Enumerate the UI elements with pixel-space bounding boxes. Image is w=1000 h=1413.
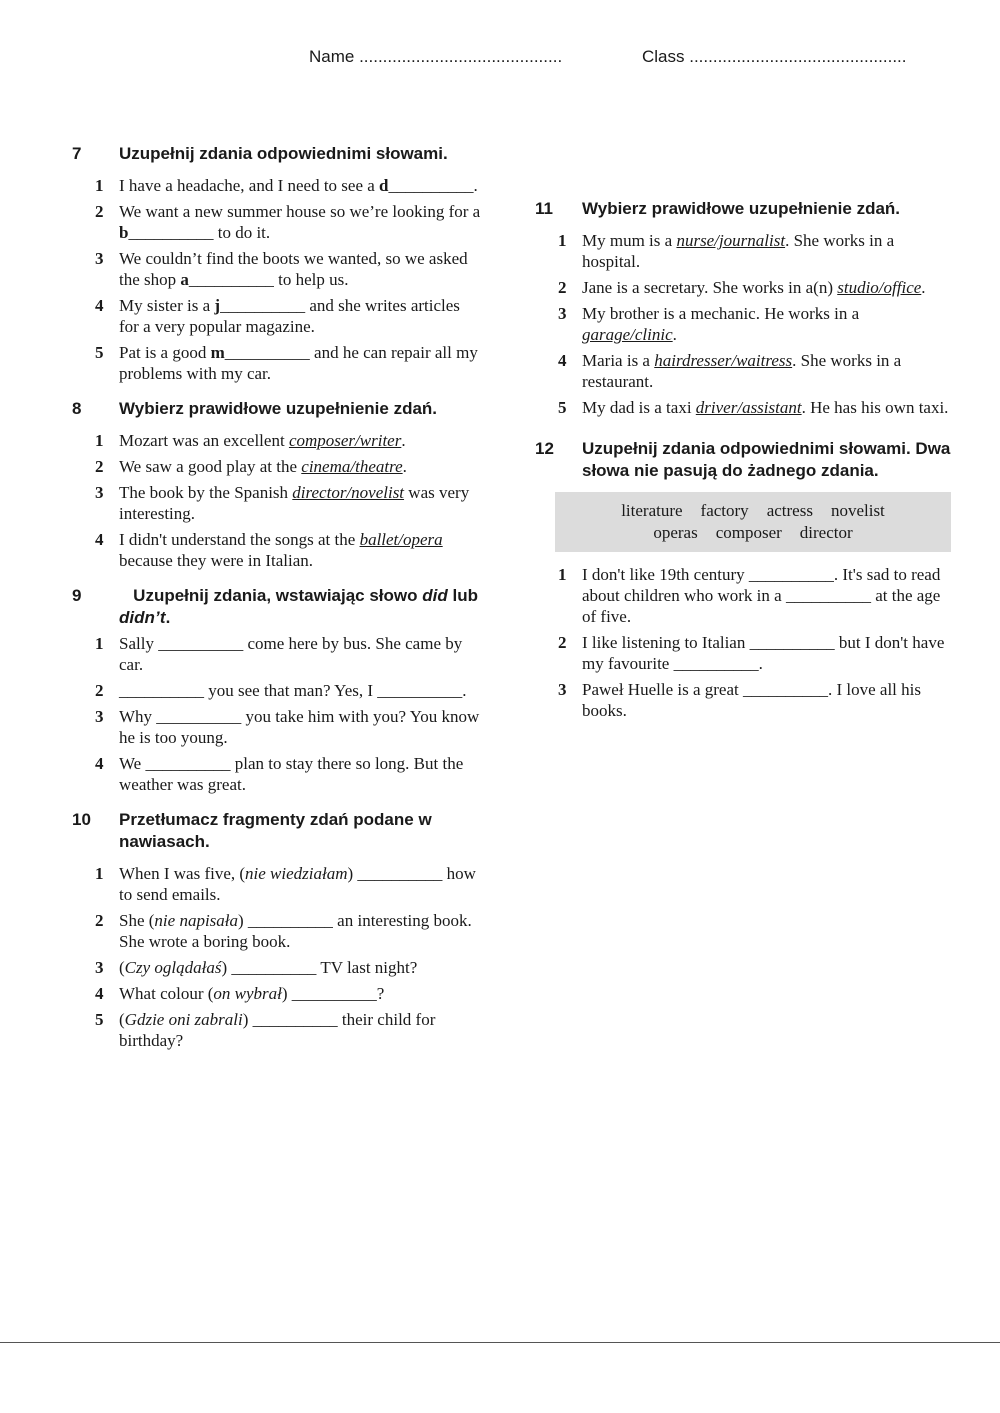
list-item (72, 680, 482, 701)
right-column (535, 198, 955, 735)
item-text: Maria is a (582, 351, 655, 370)
polish-phrase: Czy oglądałaś (124, 958, 222, 977)
exercise-items (72, 863, 482, 1051)
item-text: because they were in Italian. (119, 551, 313, 570)
item-text: Mozart was an excellent (119, 431, 289, 450)
exercise-heading (535, 438, 955, 482)
exercise-instruction: Uzupełnij zdania odpowiednimi słowami. (119, 144, 448, 163)
item-number: 2 (95, 202, 104, 221)
answer-blank[interactable]: ) __________? (281, 984, 385, 1003)
item-text: . (402, 457, 407, 476)
item-text: . She works in a hospital. (582, 231, 895, 271)
class-field[interactable]: Class .............................................. (642, 47, 907, 66)
exercise-items (72, 430, 482, 571)
item-text: . (401, 431, 406, 450)
list-item (72, 910, 482, 952)
item-number: 3 (558, 680, 567, 699)
list-item (72, 456, 482, 477)
exercise-9 (72, 585, 482, 795)
left-column (72, 143, 482, 1065)
exercise-8 (72, 398, 482, 571)
exercise-heading (72, 398, 482, 420)
item-number: 4 (95, 984, 104, 1003)
item-number: 2 (558, 278, 567, 297)
exercise-heading (535, 198, 955, 220)
choice-option[interactable]: studio/office (837, 278, 922, 297)
item-text: We couldn’t find the boots we wanted, so we asked the shop (119, 249, 468, 289)
item-text: . (921, 278, 926, 297)
item-text[interactable]: I like listening to Italian __________ but I don't have my favourite __________. (582, 633, 945, 673)
list-item (72, 983, 482, 1004)
instruction-keyword: didn’t (119, 608, 166, 627)
item-text: When I was five, ( (119, 864, 246, 883)
exercise-instruction: Wybierz prawidłowe uzupełnienie zdań. (582, 199, 901, 218)
item-text: She ( (119, 911, 155, 930)
exercise-instruction (119, 586, 478, 627)
list-item (72, 529, 482, 571)
list-item (535, 303, 955, 345)
answer-blank[interactable]: __________ and she writes articles for a very popular magazine. (119, 296, 460, 336)
list-item (72, 957, 482, 978)
polish-phrase: on wybrał (213, 984, 282, 1003)
item-number: 4 (95, 754, 104, 773)
exercise-instruction: Przetłumacz fragmenty zdań podane w nawiasach. (119, 810, 432, 851)
exercise-items (535, 564, 955, 721)
answer-blank[interactable]: ) __________ their child for birthday? (119, 1010, 436, 1050)
list-item (72, 295, 482, 337)
item-number: 3 (95, 707, 104, 726)
list-item (72, 430, 482, 451)
answer-blank[interactable]: __________ and he can repair all my problems with my car. (119, 343, 478, 383)
item-text: The book by the Spanish (119, 483, 293, 502)
word-bank-row (576, 522, 930, 544)
item-text[interactable]: Sally __________ come here by bus. She came by car. (119, 634, 463, 674)
item-text: ( (119, 1010, 125, 1029)
choice-option[interactable]: nurse/journalist (676, 231, 786, 250)
exercise-heading (72, 143, 482, 165)
item-number: 3 (95, 249, 104, 268)
answer-blank[interactable]: __________ to help us. (188, 270, 349, 289)
exercise-items (72, 633, 482, 795)
choice-option[interactable]: hairdresser/waitress (654, 351, 793, 370)
item-number: 1 (95, 634, 104, 653)
item-text: My sister is a (119, 296, 215, 315)
choice-option[interactable]: director/novelist (292, 483, 405, 502)
item-text: We want a new summer house so we’re looking for a (119, 202, 481, 221)
list-item (535, 397, 955, 418)
answer-blank[interactable]: __________. (388, 176, 478, 195)
exercise-number: 11 (535, 199, 553, 218)
item-number: 2 (95, 911, 104, 930)
answer-blank[interactable]: __________ to do it. (128, 223, 271, 242)
exercise-heading (72, 585, 482, 629)
first-letter: j (214, 296, 221, 315)
choice-option[interactable]: composer/writer (288, 431, 402, 450)
item-text: . He has his own taxi. (801, 398, 949, 417)
choice-option[interactable]: driver/assistant (695, 398, 802, 417)
choice-option[interactable]: cinema/theatre (301, 457, 403, 476)
list-item (535, 564, 955, 627)
item-text: . She works in a restaurant. (582, 351, 902, 391)
item-number: 4 (95, 296, 104, 315)
word-bank-item: composer (715, 523, 782, 542)
item-text[interactable]: Why __________ you take him with you? You know he is too young. (119, 707, 480, 747)
item-number: 3 (558, 304, 567, 323)
item-text[interactable]: __________ you see that man? Yes, I __________. (119, 681, 467, 700)
item-text: We saw a good play at the (119, 457, 302, 476)
exercise-7 (72, 143, 482, 384)
item-text: Jane is a secretary. She works in a(n) (582, 278, 838, 297)
polish-phrase: Gdzie oni zabrali (124, 1010, 243, 1029)
item-number: 1 (95, 176, 104, 195)
item-number: 5 (95, 1010, 104, 1029)
item-number: 3 (95, 958, 104, 977)
exercise-instruction: Uzupełnij zdania odpowiednimi słowami. Dwa słowa nie pasują do żadnego zdania. (582, 439, 951, 480)
item-text[interactable]: We __________ plan to stay there so long. But the weather was great. (119, 754, 464, 794)
exercise-number: 12 (535, 439, 554, 458)
list-item (72, 201, 482, 243)
exercise-10 (72, 809, 482, 1051)
item-text: My dad is a taxi (582, 398, 696, 417)
instruction-keyword: did (422, 586, 448, 605)
item-number: 1 (95, 431, 104, 450)
item-text: I didn't understand the songs at the (119, 530, 360, 549)
first-letter: b (119, 223, 129, 242)
answer-blank[interactable]: ) __________ TV last night? (221, 958, 418, 977)
exercise-items (72, 175, 482, 384)
word-bank-item: factory (700, 501, 749, 520)
item-number: 2 (558, 633, 567, 652)
list-item (72, 248, 482, 290)
first-letter: a (180, 270, 189, 289)
list-item (535, 230, 955, 272)
exercise-heading (72, 809, 482, 853)
list-item (72, 1009, 482, 1051)
item-text: My brother is a mechanic. He works in a (582, 304, 860, 323)
item-number: 5 (558, 398, 567, 417)
word-bank-item: novelist (830, 501, 885, 520)
exercise-number: 10 (72, 810, 91, 829)
instruction-text: . (165, 608, 171, 627)
word-bank-item: actress (766, 501, 813, 520)
list-item (535, 679, 955, 721)
item-text: . (672, 325, 677, 344)
word-bank-row (576, 500, 930, 522)
item-text: My mum is a (582, 231, 677, 250)
first-letter: d (379, 176, 389, 195)
choice-option[interactable]: ballet/opera (359, 530, 443, 549)
item-number: 2 (95, 681, 104, 700)
item-number: 3 (95, 483, 104, 502)
answer-blank[interactable]: ) __________ how to send emails. (119, 864, 476, 904)
list-item (72, 863, 482, 905)
list-item (535, 350, 955, 392)
item-text[interactable]: Paweł Huelle is a great __________. I love all his books. (582, 680, 921, 720)
list-item (72, 633, 482, 675)
worksheet-header (0, 47, 1000, 71)
list-item (72, 706, 482, 748)
list-item (535, 632, 955, 674)
instruction-text: lub (447, 586, 478, 605)
word-bank (555, 492, 951, 552)
item-number: 4 (558, 351, 567, 370)
bottom-divider (0, 1342, 1000, 1343)
list-item (72, 482, 482, 524)
item-number: 2 (95, 457, 104, 476)
name-field[interactable]: Name ........................................... (309, 47, 563, 66)
exercise-number: 8 (72, 399, 82, 418)
word-bank-item: director (799, 523, 853, 542)
answer-blank[interactable]: ) __________ an interesting book. She wrote a boring book. (119, 911, 472, 951)
list-item (72, 342, 482, 384)
polish-phrase: nie wiedziałam (245, 864, 348, 883)
exercise-number: 9 (72, 586, 82, 605)
exercise-number: 7 (72, 144, 82, 163)
exercise-items (535, 230, 955, 418)
item-text[interactable]: I don't like 19th century __________. It's sad to read about children who work in a __________ at the age of five. (582, 565, 941, 626)
item-number: 4 (95, 530, 104, 549)
exercise-instruction: Wybierz prawidłowe uzupełnienie zdań. (119, 399, 438, 418)
item-number: 1 (558, 231, 567, 250)
polish-phrase: nie napisała (154, 911, 239, 930)
choice-option[interactable]: garage/clinic (582, 325, 673, 344)
list-item (72, 753, 482, 795)
word-bank-item: operas (653, 523, 698, 542)
list-item (535, 277, 955, 298)
item-number: 1 (95, 864, 104, 883)
item-number: 1 (558, 565, 567, 584)
first-letter: m (210, 343, 225, 362)
word-bank-item: literature (621, 501, 683, 520)
instruction-text: Uzupełnij zdania, wstawiając słowo (133, 586, 423, 605)
item-text: What colour ( (119, 984, 214, 1003)
item-number: 5 (95, 343, 104, 362)
exercise-11 (535, 198, 955, 418)
item-text: Pat is a good (119, 343, 211, 362)
item-text: ( (119, 958, 125, 977)
item-text: I have a headache, and I need to see a (119, 176, 380, 195)
exercise-12 (535, 438, 955, 721)
list-item (72, 175, 482, 196)
item-text: was very interesting. (119, 483, 470, 523)
